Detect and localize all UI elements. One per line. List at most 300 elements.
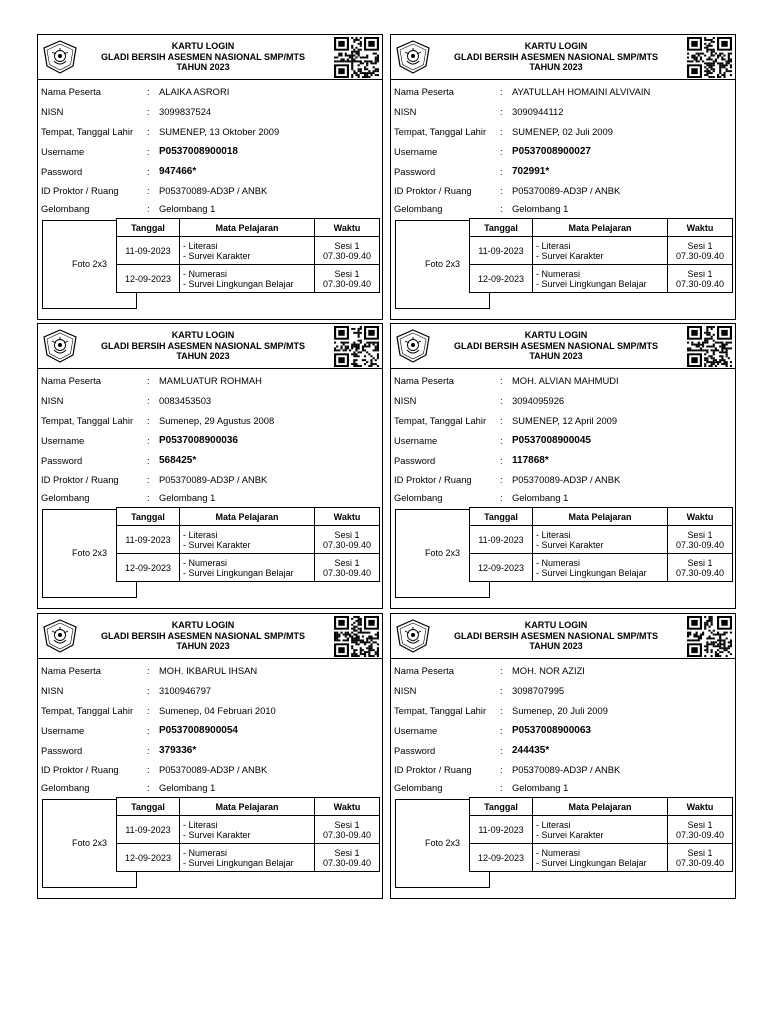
photo-label: Foto 2x3 <box>71 838 108 848</box>
table-header-cell: Mata Pelajaran <box>180 798 315 816</box>
title-line-1: KARTU LOGIN <box>524 620 588 630</box>
field-value: P05370089-AD3P / ANBK <box>159 185 268 196</box>
field-value: MOH. ALVIAN MAHMUDI <box>512 375 619 386</box>
field-value: Sumenep, 04 Februari 2010 <box>159 705 276 716</box>
table-header-row <box>470 508 733 526</box>
title-line-3: TAHUN 2023 <box>529 351 583 361</box>
table-header-cell: Mata Pelajaran <box>533 798 668 816</box>
field-separator: : <box>147 685 150 696</box>
field-separator: : <box>147 725 150 736</box>
schedule-subjects <box>533 816 668 844</box>
field-separator: : <box>500 725 503 736</box>
field-password <box>41 454 376 468</box>
subject-line: - Survei Karakter <box>536 829 604 840</box>
table-header-cell: Tanggal <box>117 219 180 237</box>
card-header <box>391 35 735 80</box>
table-header-cell: Waktu <box>668 798 733 816</box>
field-separator: : <box>500 415 503 426</box>
title-line-2: GLADI BERSIH ASESMEN NASIONAL SMP/MTS <box>100 630 306 641</box>
title-line-2: GLADI BERSIH ASESMEN NASIONAL SMP/MTS <box>453 51 659 62</box>
card-header <box>38 324 382 369</box>
field-value: Gelombang 1 <box>512 203 569 214</box>
field-value: P0537008900045 <box>512 435 591 446</box>
field-label: ID Proktor / Ruang <box>394 474 472 485</box>
title-line-2: GLADI BERSIH ASESMEN NASIONAL SMP/MTS <box>453 630 659 641</box>
field-separator: : <box>500 705 503 716</box>
field-separator: : <box>500 474 503 485</box>
title-line-1: KARTU LOGIN <box>524 330 588 340</box>
field-label: Username <box>394 146 438 157</box>
ministry-logo-icon <box>43 619 77 653</box>
time-range: 07.30-09.40 <box>322 278 372 289</box>
field-label: Nama Peserta <box>394 375 454 386</box>
schedule-subjects <box>180 526 315 554</box>
table-row <box>470 526 733 554</box>
session-label: Sesi 1 <box>334 240 360 251</box>
field-value: MOH. NOR AZIZI <box>512 665 585 676</box>
field-label: ID Proktor / Ruang <box>41 764 119 775</box>
field-value: P0537008900063 <box>512 725 591 736</box>
card-title <box>439 41 673 73</box>
field-value: MAMLUATUR ROHMAH <box>159 375 262 386</box>
title-line-3: TAHUN 2023 <box>529 62 583 72</box>
title-line-1: KARTU LOGIN <box>171 41 235 51</box>
title-line-3: TAHUN 2023 <box>176 641 230 651</box>
field-value: 3100946797 <box>159 685 212 696</box>
field-separator: : <box>147 415 150 426</box>
title-line-1: KARTU LOGIN <box>524 41 588 51</box>
photo-label: Foto 2x3 <box>424 838 461 848</box>
table-row <box>470 554 733 582</box>
field-separator: : <box>147 455 150 466</box>
field-label: Username <box>41 435 85 446</box>
field-label: Password <box>394 455 436 466</box>
schedule-subjects <box>533 237 668 265</box>
schedule-table <box>469 507 733 582</box>
table-row <box>117 554 380 582</box>
field-proctor-room <box>41 184 376 198</box>
field-separator: : <box>147 474 150 485</box>
field-value: P0537008900027 <box>512 146 591 157</box>
field-password <box>394 454 729 468</box>
field-label: NISN <box>394 395 417 406</box>
schedule-date: 11-09-2023 <box>470 816 533 844</box>
field-username <box>41 724 376 738</box>
schedule-table <box>116 797 380 872</box>
field-value: 244435* <box>512 745 550 756</box>
card-title <box>86 41 320 73</box>
field-value: 3094095926 <box>512 395 565 406</box>
field-value: Gelombang 1 <box>159 782 216 793</box>
subject-line: - Literasi <box>183 240 218 251</box>
photo-label: Foto 2x3 <box>424 259 461 269</box>
session-label: Sesi 1 <box>687 819 713 830</box>
schedule-date: 12-09-2023 <box>117 265 180 293</box>
field-label: ID Proktor / Ruang <box>41 474 119 485</box>
schedule-subjects <box>180 265 315 293</box>
title-line-3: TAHUN 2023 <box>176 62 230 72</box>
card-header <box>38 35 382 80</box>
field-participant-name <box>394 85 729 99</box>
qr-code-icon <box>687 616 732 657</box>
login-card <box>37 34 383 320</box>
field-separator: : <box>147 166 150 177</box>
field-separator: : <box>500 455 503 466</box>
table-row <box>470 265 733 293</box>
field-label: Username <box>41 146 85 157</box>
field-separator: : <box>147 782 150 793</box>
schedule-date: 11-09-2023 <box>470 526 533 554</box>
field-label: NISN <box>394 685 417 696</box>
field-wave <box>41 781 376 795</box>
subject-line: - Literasi <box>536 529 571 540</box>
photo-label: Foto 2x3 <box>71 548 108 558</box>
time-range: 07.30-09.40 <box>322 539 372 550</box>
qr-code-icon <box>687 326 732 367</box>
card-header <box>391 614 735 659</box>
field-separator: : <box>147 375 150 386</box>
field-separator: : <box>500 375 503 386</box>
field-value: P05370089-AD3P / ANBK <box>159 474 268 485</box>
login-card <box>37 613 383 899</box>
field-value: 379336* <box>159 745 197 756</box>
field-label: NISN <box>394 106 417 117</box>
field-label: Username <box>394 435 438 446</box>
schedule-subjects <box>180 237 315 265</box>
session-label: Sesi 1 <box>334 557 360 568</box>
card-title <box>86 330 320 362</box>
subject-line: - Survei Lingkungan Belajar <box>536 278 647 289</box>
schedule-time <box>668 237 733 265</box>
photo-label: Foto 2x3 <box>71 259 108 269</box>
field-label: Tempat, Tanggal Lahir <box>41 415 134 426</box>
field-value: 3099837524 <box>159 106 212 117</box>
field-value: MOH. IKBARUL IHSAN <box>159 665 258 676</box>
login-card <box>37 323 383 609</box>
table-header-cell: Tanggal <box>117 798 180 816</box>
field-wave <box>41 491 376 505</box>
qr-code-icon <box>334 37 379 78</box>
ministry-logo-icon <box>396 619 430 653</box>
field-label: Tempat, Tanggal Lahir <box>41 126 134 137</box>
field-wave <box>394 491 729 505</box>
field-value: P05370089-AD3P / ANBK <box>512 185 621 196</box>
table-row <box>117 265 380 293</box>
time-range: 07.30-09.40 <box>322 567 372 578</box>
field-proctor-room <box>41 473 376 487</box>
schedule-date: 12-09-2023 <box>470 844 533 872</box>
schedule-time <box>668 816 733 844</box>
table-header-cell: Waktu <box>315 508 380 526</box>
field-value: P05370089-AD3P / ANBK <box>159 764 268 775</box>
field-separator: : <box>500 86 503 97</box>
title-line-1: KARTU LOGIN <box>171 330 235 340</box>
field-label: Gelombang <box>41 203 90 214</box>
field-value: SUMENEP, 13 Oktober 2009 <box>159 126 280 137</box>
table-row <box>117 526 380 554</box>
session-label: Sesi 1 <box>687 847 713 858</box>
field-participant-name <box>41 664 376 678</box>
schedule-time <box>315 816 380 844</box>
field-separator: : <box>500 203 503 214</box>
table-header-cell: Mata Pelajaran <box>180 508 315 526</box>
field-separator: : <box>147 395 150 406</box>
field-username <box>394 434 729 448</box>
field-label: Gelombang <box>394 492 443 503</box>
subject-line: - Literasi <box>183 529 218 540</box>
field-label: Gelombang <box>394 203 443 214</box>
session-label: Sesi 1 <box>334 268 360 279</box>
field-password <box>41 744 376 758</box>
ministry-logo-icon <box>396 40 430 74</box>
field-value: P05370089-AD3P / ANBK <box>512 764 621 775</box>
qr-code-icon <box>334 616 379 657</box>
card-title <box>439 620 673 652</box>
field-label: Nama Peserta <box>394 665 454 676</box>
field-value: ALAIKA ASRORI <box>159 86 230 97</box>
card-title <box>439 330 673 362</box>
table-header-row <box>117 219 380 237</box>
subject-line: - Survei Karakter <box>183 829 251 840</box>
field-participant-name <box>41 85 376 99</box>
login-card <box>390 613 736 899</box>
session-label: Sesi 1 <box>334 529 360 540</box>
field-password <box>394 165 729 179</box>
subject-line: - Numerasi <box>536 268 581 279</box>
schedule-subjects <box>533 526 668 554</box>
schedule-time <box>668 554 733 582</box>
session-label: Sesi 1 <box>687 557 713 568</box>
field-separator: : <box>147 126 150 137</box>
subject-line: - Literasi <box>536 240 571 251</box>
field-wave <box>394 202 729 216</box>
time-range: 07.30-09.40 <box>675 278 725 289</box>
table-header-row <box>117 798 380 816</box>
table-header-cell: Mata Pelajaran <box>533 219 668 237</box>
field-proctor-room <box>394 763 729 777</box>
field-separator: : <box>500 435 503 446</box>
field-nisn <box>41 105 376 119</box>
schedule-subjects <box>180 554 315 582</box>
time-range: 07.30-09.40 <box>675 567 725 578</box>
subject-line: - Numerasi <box>183 557 228 568</box>
subject-line: - Numerasi <box>536 847 581 858</box>
subject-line: - Numerasi <box>183 268 228 279</box>
field-label: Password <box>41 745 83 756</box>
schedule-date: 11-09-2023 <box>117 816 180 844</box>
field-value: SUMENEP, 12 April 2009 <box>512 415 618 426</box>
table-row <box>470 816 733 844</box>
schedule-time <box>668 265 733 293</box>
schedule-time <box>315 554 380 582</box>
ministry-logo-icon <box>43 329 77 363</box>
title-line-2: GLADI BERSIH ASESMEN NASIONAL SMP/MTS <box>100 51 306 62</box>
time-range: 07.30-09.40 <box>322 250 372 261</box>
table-header-cell: Mata Pelajaran <box>180 219 315 237</box>
schedule-time <box>315 844 380 872</box>
schedule-time <box>315 265 380 293</box>
subject-line: - Survei Lingkungan Belajar <box>183 567 294 578</box>
title-line-3: TAHUN 2023 <box>529 641 583 651</box>
qr-code-icon <box>687 37 732 78</box>
schedule-date: 12-09-2023 <box>117 844 180 872</box>
field-proctor-room <box>394 473 729 487</box>
card-header <box>391 324 735 369</box>
session-label: Sesi 1 <box>687 240 713 251</box>
field-value: Gelombang 1 <box>159 492 216 503</box>
field-proctor-room <box>394 184 729 198</box>
field-label: Tempat, Tanggal Lahir <box>41 705 134 716</box>
field-wave <box>394 781 729 795</box>
field-separator: : <box>147 146 150 157</box>
table-row <box>470 844 733 872</box>
table-row <box>117 844 380 872</box>
field-separator: : <box>500 146 503 157</box>
subject-line: - Numerasi <box>536 557 581 568</box>
field-value: Gelombang 1 <box>159 203 216 214</box>
field-label: Password <box>41 166 83 177</box>
field-separator: : <box>147 106 150 117</box>
schedule-subjects <box>533 844 668 872</box>
field-username <box>41 434 376 448</box>
table-row <box>117 237 380 265</box>
field-birth-place-date <box>41 704 376 718</box>
field-nisn <box>394 394 729 408</box>
subject-line: - Survei Karakter <box>183 250 251 261</box>
ministry-logo-icon <box>396 329 430 363</box>
field-separator: : <box>147 185 150 196</box>
field-separator: : <box>147 705 150 716</box>
subject-line: - Survei Lingkungan Belajar <box>536 567 647 578</box>
title-line-2: GLADI BERSIH ASESMEN NASIONAL SMP/MTS <box>100 340 306 351</box>
schedule-date: 12-09-2023 <box>117 554 180 582</box>
field-password <box>394 744 729 758</box>
login-card <box>390 34 736 320</box>
qr-code-icon <box>334 326 379 367</box>
table-header-cell: Tanggal <box>117 508 180 526</box>
field-label: Nama Peserta <box>41 86 101 97</box>
field-wave <box>41 202 376 216</box>
field-value: P0537008900018 <box>159 146 238 157</box>
field-separator: : <box>500 166 503 177</box>
field-separator: : <box>500 745 503 756</box>
schedule-time <box>315 237 380 265</box>
schedule-time <box>315 526 380 554</box>
subject-line: - Survei Lingkungan Belajar <box>183 857 294 868</box>
field-separator: : <box>147 86 150 97</box>
time-range: 07.30-09.40 <box>675 539 725 550</box>
field-separator: : <box>500 395 503 406</box>
card-header <box>38 614 382 659</box>
field-label: ID Proktor / Ruang <box>394 764 472 775</box>
subject-line: - Survei Lingkungan Belajar <box>536 857 647 868</box>
field-label: NISN <box>41 106 64 117</box>
field-value: SUMENEP, 02 Juli 2009 <box>512 126 613 137</box>
field-value: 3098707995 <box>512 685 565 696</box>
schedule-subjects <box>180 816 315 844</box>
field-label: Gelombang <box>41 782 90 793</box>
field-value: 568425* <box>159 455 197 466</box>
table-header-row <box>470 219 733 237</box>
schedule-subjects <box>533 554 668 582</box>
field-separator: : <box>147 203 150 214</box>
field-value: 3090944112 <box>512 106 564 117</box>
field-separator: : <box>147 492 150 503</box>
field-label: NISN <box>41 395 64 406</box>
ministry-logo-icon <box>43 40 77 74</box>
table-header-cell: Tanggal <box>470 219 533 237</box>
photo-label: Foto 2x3 <box>424 548 461 558</box>
field-separator: : <box>500 764 503 775</box>
field-birth-place-date <box>394 125 729 139</box>
time-range: 07.30-09.40 <box>675 250 725 261</box>
field-separator: : <box>500 782 503 793</box>
field-label: Password <box>394 745 436 756</box>
subject-line: - Literasi <box>536 819 571 830</box>
field-label: Gelombang <box>394 782 443 793</box>
table-header-cell: Tanggal <box>470 508 533 526</box>
field-label: Nama Peserta <box>41 375 101 386</box>
field-label: Nama Peserta <box>41 665 101 676</box>
schedule-subjects <box>180 844 315 872</box>
schedule-date: 11-09-2023 <box>117 526 180 554</box>
field-label: Gelombang <box>41 492 90 503</box>
field-label: NISN <box>41 685 64 696</box>
schedule-date: 11-09-2023 <box>470 237 533 265</box>
subject-line: - Survei Karakter <box>536 539 604 550</box>
field-username <box>394 145 729 159</box>
field-password <box>41 165 376 179</box>
field-separator: : <box>147 745 150 756</box>
field-value: Sumenep, 29 Agustus 2008 <box>159 415 275 426</box>
field-nisn <box>394 105 729 119</box>
schedule-subjects <box>533 265 668 293</box>
login-card <box>390 323 736 609</box>
field-birth-place-date <box>394 414 729 428</box>
table-header-cell: Tanggal <box>470 798 533 816</box>
field-value: AYATULLAH HOMAINI ALVIVAIN <box>512 86 651 97</box>
field-separator: : <box>500 126 503 137</box>
field-label: ID Proktor / Ruang <box>394 185 472 196</box>
subject-line: - Literasi <box>183 819 218 830</box>
schedule-time <box>668 526 733 554</box>
table-header-cell: Waktu <box>668 219 733 237</box>
field-value: 702991* <box>512 166 550 177</box>
field-value: P05370089-AD3P / ANBK <box>512 474 621 485</box>
field-label: Username <box>41 725 85 736</box>
table-header-cell: Waktu <box>315 798 380 816</box>
field-label: ID Proktor / Ruang <box>41 185 119 196</box>
field-separator: : <box>500 106 503 117</box>
field-label: Tempat, Tanggal Lahir <box>394 705 487 716</box>
field-separator: : <box>500 492 503 503</box>
card-title <box>86 620 320 652</box>
subject-line: - Survei Karakter <box>536 250 604 261</box>
field-nisn <box>41 394 376 408</box>
subject-line: - Survei Karakter <box>183 539 251 550</box>
field-birth-place-date <box>41 125 376 139</box>
time-range: 07.30-09.40 <box>675 857 725 868</box>
table-header-row <box>470 798 733 816</box>
field-username <box>41 145 376 159</box>
field-separator: : <box>500 685 503 696</box>
schedule-table <box>116 507 380 582</box>
table-header-row <box>117 508 380 526</box>
field-label: Tempat, Tanggal Lahir <box>394 126 487 137</box>
field-value: Gelombang 1 <box>512 492 569 503</box>
table-header-cell: Waktu <box>668 508 733 526</box>
field-username <box>394 724 729 738</box>
